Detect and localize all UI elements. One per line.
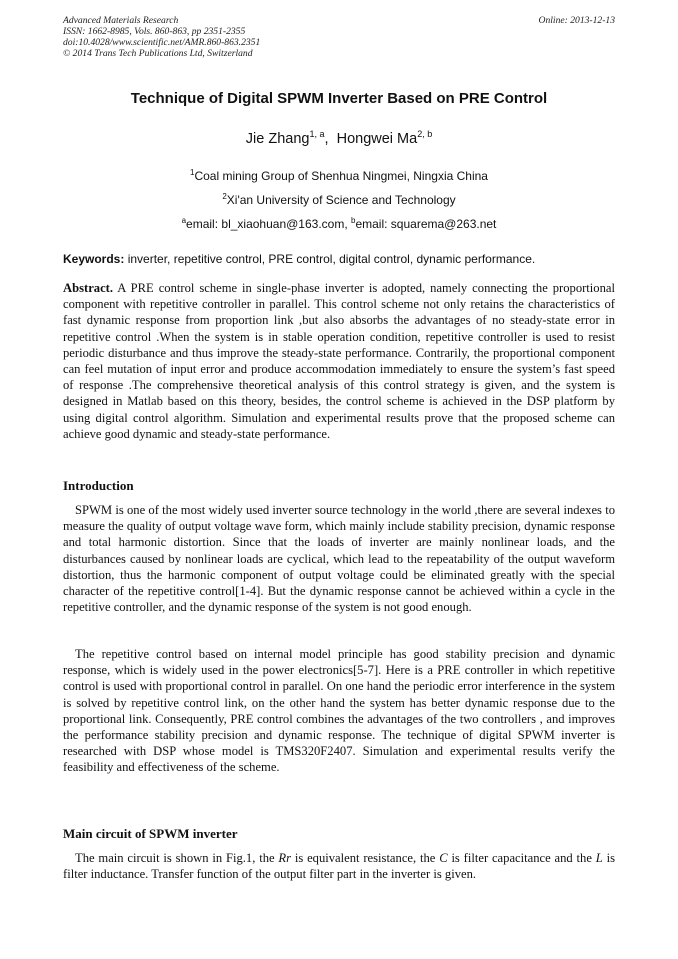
copyright-line: © 2014 Trans Tech Publications Ltd, Switzerland bbox=[63, 48, 253, 59]
doi-line: doi:10.4028/www.scientific.net/AMR.860-863.2351 bbox=[63, 37, 261, 48]
issn-line: ISSN: 1662-8985, Vols. 860-863, pp 2351-2355 bbox=[63, 26, 246, 37]
abstract-text: A PRE control scheme in single-phase inverter is adopted, namely connecting the proportional component with repetitive controller in parallel. This control scheme not only retains the characteristics of fast dynamic response from proportion link ,but also absorbs the advantages of no steady-state error in repetitive control .When the system is in stable operation condition, repetitive controller is used to resist periodic disturbance and thus improve the steady-state performance. Contrarily, the proportional component can feel mutation of input error and produce accommodation immediately to ensure the system’s fast speed of response .The comprehensive theoretical analysis of this control strategy is given, and the system is designed in Matlab based on this theory, besides, the control scheme is achieved in the DSP platform by using digital control algorithm. Simulation and experimental results prove that the proposed scheme can achieve good dynamic and steady-state performance. bbox=[63, 281, 615, 441]
variable-rr: Rr bbox=[278, 851, 292, 865]
email-link[interactable]: email: squarema@263.net bbox=[355, 217, 497, 231]
paragraph: The main circuit is shown in Fig.1, the Rr is equivalent resistance, the C is filter capacitance and the L is filter inductance. Transfer function of the output filter part in the inverter is given. bbox=[63, 851, 615, 882]
abstract bbox=[63, 280, 615, 442]
affiliation-2: $^2$Xi'an University of Science and Technology bbox=[222, 192, 456, 207]
paragraph: The repetitive control based on internal model principle has good stability precision and dynamic response, which is widely used in the power electronics[5-7]. Here is a PRE controller in which repetitive control is used with proportional control in parallel. On one hand the periodic error interference in the system is solved by repetitive control link, on the other hand the system has better dynamic response due to the proportional link. Consequently, PRE control combines the advantages of the two controllers , and improves the performance stability precision and dynamic response. The technique of digital SPWM inverter is researched with DSP whose model is TMS320F2407. Simulation and experimental results verify the feasibility and effectiveness of the scheme. bbox=[63, 647, 615, 775]
variable-l: L bbox=[595, 851, 603, 865]
keywords-label: Keywords: bbox=[63, 252, 125, 266]
paper-title: Technique of Digital SPWM Inverter Based on PRE Control bbox=[130, 90, 548, 107]
section-heading-introduction: Introduction bbox=[63, 478, 134, 493]
abstract-label: Abstract. bbox=[63, 281, 114, 295]
author-line: Jie Zhang$^{1, a}$, Hongwei Ma$^{2, b}$ bbox=[245, 129, 433, 147]
keywords-text: inverter, repetitive control, PRE control, digital control, dynamic performance. bbox=[124, 252, 536, 266]
section-heading-main-circuit: Main circuit of SPWM inverter bbox=[63, 826, 238, 841]
author-superscript: 1, a bbox=[309, 129, 325, 139]
author-name: Jie Zhang bbox=[245, 130, 310, 147]
author-superscript: 2, b bbox=[417, 129, 433, 139]
variable-c: C bbox=[439, 851, 448, 865]
email-line: $^a$email: bl_xiaohuan@163.com, $^b$email: squarema@263.net bbox=[181, 216, 497, 231]
affiliation-1: $^1$Coal mining Group of Shenhua Ningmei, Ningxia China bbox=[190, 168, 488, 183]
author-name: Hongwei Ma bbox=[336, 130, 418, 147]
online-date: Online: 2013-12-13 bbox=[538, 15, 615, 26]
email-link[interactable]: email: bl_xiaohuan@163.com, bbox=[186, 217, 351, 231]
keywords bbox=[63, 252, 623, 266]
journal-name: Advanced Materials Research bbox=[63, 15, 179, 26]
journal-header bbox=[63, 15, 615, 59]
paragraph: SPWM is one of the most widely used inverter source technology in the world ,there are several indexes to measure the quality of output voltage wave form, which mainly include stability precision, dynamic response and total harmonic distortion. Since that the loads of inverter are mainly nonlinear loads, and the disturbances caused by nonlinear loads are cyclical, which lead to the repeatability of the output waveform distortion, thus the harmonic component of output voltage could be eliminated greatly with the special character of the repetitive control[1-4]. But the dynamic response cannot be achieved within a cycle in the repetitive controller, and the dynamic response of the system is not good enough. bbox=[63, 503, 615, 615]
